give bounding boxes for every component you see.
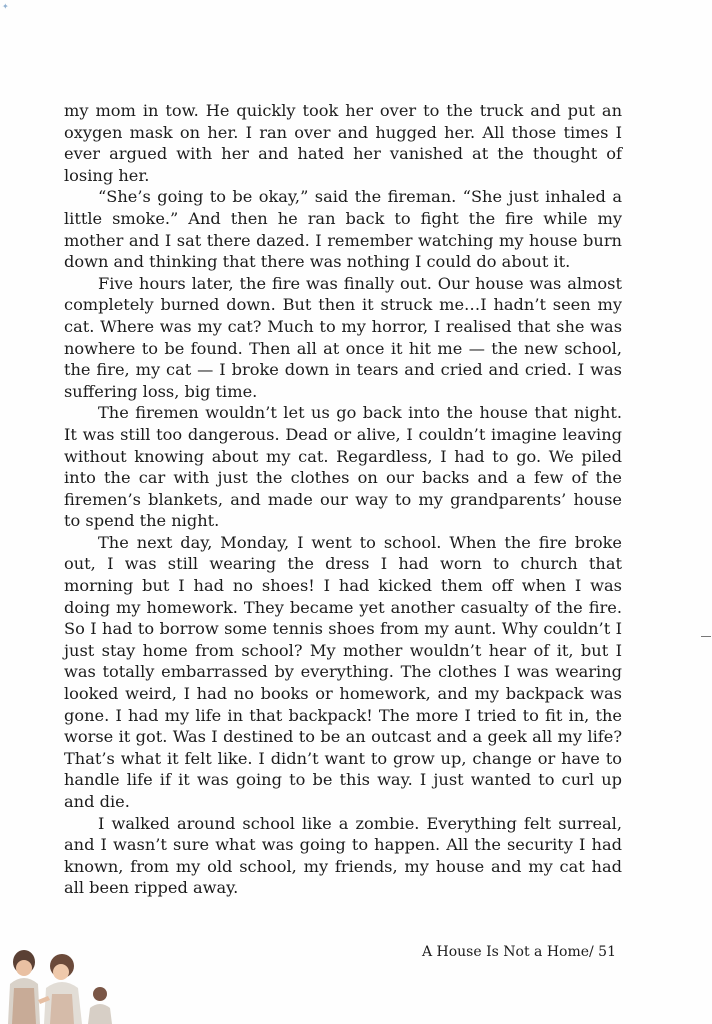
paragraph: Five hours later, the fire was finally out. Our house was almost completely burned down. But then it struck me…I hadn’t seen my cat. Where was my cat? Much to my horror, I realised that she was nowhere to be found. Then all at once it hit me — the new school, the fire, my cat — I broke down in tears and cried and cried. I was suffering loss, big time. (64, 273, 622, 401)
children-illustration-icon (0, 944, 130, 1024)
paragraph: The next day, Monday, I went to school. When the fire broke out, I was still wearing the dress I had worn to church that morning but I had no shoes! I had kicked them off when I was doing my homework. They became yet another casualty of the fire. So I had to borrow some tennis shoes from my aunt. Why couldn’t I just stay home from school? My mother wouldn’t hear of it, but I was totally embarrassed by everything. The clothes I was wearing looked weird, I had no books or homework, and my backpack was gone. I had my life in that backpack! The more I tried to fit in, the worse it got. Was I destined to be an outcast and a geek all my life? That’s what it felt like. I didn’t want to grow up, change or have to handle life if it was going to be this way. I just wanted to curl up and die. (64, 532, 622, 811)
paragraph: my mom in tow. He quickly took her over to the truck and put an oxygen mask on her. I ran over and hugged her. All those times I ever argued with her and hated her vanished at the thought of losing her. (64, 101, 622, 185)
corner-mark: ✦ (2, 2, 9, 11)
paragraph: The firemen wouldn’t let us go back into the house that night. It was still too dangerous. Dead or alive, I couldn’t imagine leaving without knowing about my cat. Regardless, I had to go. We piled into the car with just the clothes on our backs and a few of the firemen’s blankets, and made our way to my grandparents’ house to spend the night. (64, 403, 622, 531)
paragraph: I walked around school like a zombie. Everything felt surreal, and I wasn’t sure what was going to happen. All the security I had known, from my old school, my friends, my house and my cat had all been ripped away. (64, 813, 622, 898)
margin-mark (701, 636, 711, 637)
running-footer: A House Is Not a Home/ 51 (421, 944, 616, 960)
body-text (64, 100, 622, 899)
paragraph: “She’s going to be okay,” said the fireman. “She just inhaled a little smoke.” And then he ran back to fight the fire while my mother and I sat there dazed. I remember watching my house burn down and thinking that there was nothing I could do about it. (64, 187, 622, 272)
